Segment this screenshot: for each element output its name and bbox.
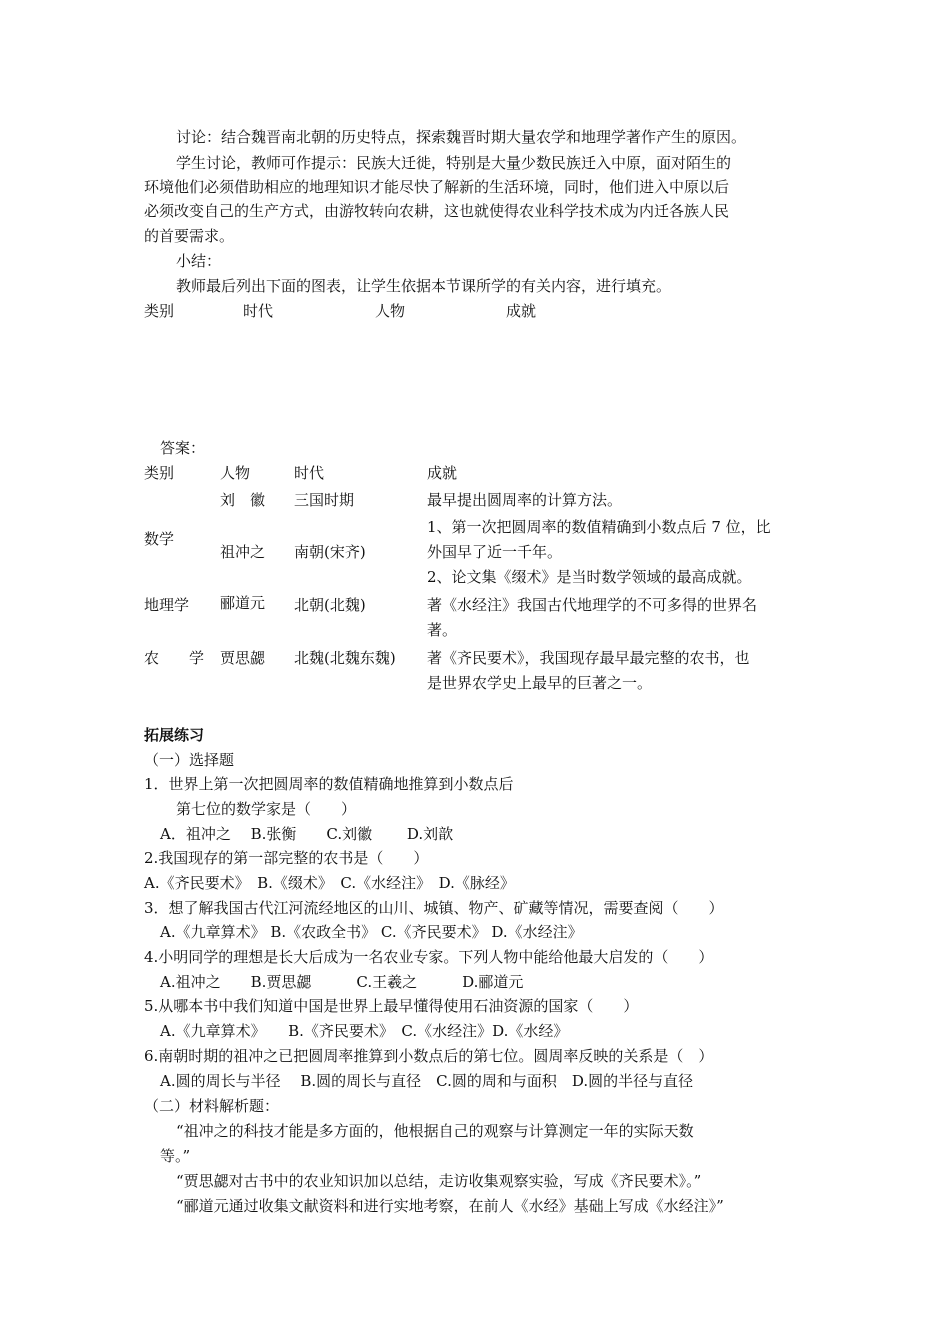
answer-zu-achievement-2: 外国早了近一千年。: [427, 543, 563, 561]
summary-text: 教师最后列出下面的图表，让学生依据本节课所学的有关内容，进行填充。: [176, 277, 672, 295]
question-1-line-1: 1．世界上第一次把圆周率的数值精确地推算到小数点后: [144, 775, 514, 793]
answer-math-label: 数学: [144, 530, 175, 548]
question-4-options: A.祖冲之 B.贾思勰 C.王羲之 D.郦道元: [160, 973, 524, 991]
exercise-section-1: （一）选择题: [144, 751, 235, 769]
answer-geo-label: 地理学: [144, 596, 190, 614]
question-2-options: A.《齐民要术》 B.《缀术》 C.《水经注》 D.《脉经》: [144, 874, 515, 892]
answer-header-person: 人物: [220, 464, 251, 482]
question-2: 2.我国现存的第一部完整的农书是（ ）: [144, 849, 429, 867]
answer-zu-achievement-1: 1、第一次把圆周率的数值精确到小数点后 7 位，比: [427, 518, 771, 536]
summary-header-era: 时代: [243, 302, 274, 320]
answer-heading: 答案：: [160, 439, 206, 457]
summary-header-achievement: 成就: [506, 302, 537, 320]
question-3: 3．想了解我国古代江河流经地区的山川、城镇、物产、矿藏等情况，需要查阅（ ）: [144, 899, 724, 917]
question-4: 4.小明同学的理想是长大后成为一名农业专家。下列人物中能给他最大启发的（ ）: [144, 948, 714, 966]
exercise-section-2: （二）材料解析题：: [144, 1097, 280, 1115]
answer-jia-name: 贾思勰: [220, 649, 266, 667]
answer-jia-achievement-1: 著《齐民要术》，我国现存最早最完整的农书，也: [427, 649, 750, 667]
question-3-options: A.《九章算术》 B.《农政全书》 C.《齐民要术》 D.《水经注》: [160, 923, 583, 941]
answer-li-achievement-2: 著。: [427, 621, 458, 639]
answer-li-era: 北朝(北魏): [294, 596, 366, 614]
material-1-line-1: “祖冲之的科技才能是多方面的，他根据自己的观察与计算测定一年的实际天数: [176, 1122, 694, 1140]
question-6-options: A.圆的周长与半径 B.圆的周长与直径 C.圆的周和与面积 D.圆的半径与直径: [160, 1072, 694, 1090]
answer-liu-achievement: 最早提出圆周率的计算方法。: [427, 491, 623, 509]
answer-header-category: 类别: [144, 464, 175, 482]
answer-jia-achievement-2: 是世界农学史上最早的巨著之一。: [427, 674, 653, 692]
answer-liu-name: 刘 徽: [220, 491, 266, 509]
answer-zu-achievement-3: 2、论文集《缀术》是当时数学领域的最高成就。: [427, 568, 752, 586]
answer-li-name: 郦道元: [220, 594, 266, 612]
answer-jia-era: 北魏(北魏东魏): [294, 649, 396, 667]
answer-zu-name: 祖冲之: [220, 543, 266, 561]
material-1-line-2: 等。”: [160, 1147, 191, 1165]
discussion-line-2: 学生讨论，教师可作提示：民族大迁徙，特别是大量少数民族迁入中原，面对陌生的: [176, 154, 732, 172]
question-6: 6.南朝时期的祖冲之已把圆周率推算到小数点后的第七位。圆周率反映的关系是（ ）: [144, 1047, 714, 1065]
discussion-line-3: 环境他们必须借助相应的地理知识才能尽快了解新的生活环境，同时，他们进入中原以后: [144, 178, 730, 196]
answer-header-achievement: 成就: [427, 464, 458, 482]
summary-header-person: 人物: [375, 302, 406, 320]
material-3: “郦道元通过收集文献资料和进行实地考察，在前人《水经》基础上写成《水经注》”: [176, 1197, 724, 1215]
answer-agri-label: 农 学: [144, 649, 205, 667]
question-1-line-2: 第七位的数学家是（ ）: [176, 800, 357, 818]
answer-zu-era: 南朝(宋齐): [294, 543, 366, 561]
answer-li-achievement-1: 著《水经注》我国古代地理学的不可多得的世界名: [427, 596, 758, 614]
question-5: 5.从哪本书中我们知道中国是世界上最早懂得使用石油资源的国家（ ）: [144, 997, 639, 1015]
summary-heading: 小结：: [176, 252, 222, 270]
material-2: “贾思勰对古书中的农业知识加以总结，走访收集观察实验，写成《齐民要术》。”: [176, 1172, 702, 1190]
question-5-options: A.《九章算术》 B.《齐民要术》 C.《水经注》D.《水经》: [160, 1022, 569, 1040]
question-1-options: A．祖冲之 B.张衡 C.刘徽 D.刘歆: [160, 825, 454, 843]
summary-header-category: 类别: [144, 302, 175, 320]
answer-liu-era: 三国时期: [294, 491, 355, 509]
exercise-title: 拓展练习: [144, 726, 205, 744]
discussion-line-4: 必须改变自己的生产方式，由游牧转向农耕，这也就使得农业科学技术成为内迁各族人民: [144, 202, 730, 220]
discussion-line-5: 的首要需求。: [144, 227, 235, 245]
discussion-line-1: 讨论：结合魏晋南北朝的历史特点，探索魏晋时期大量农学和地理学著作产生的原因。: [176, 128, 747, 146]
answer-header-era: 时代: [294, 464, 325, 482]
